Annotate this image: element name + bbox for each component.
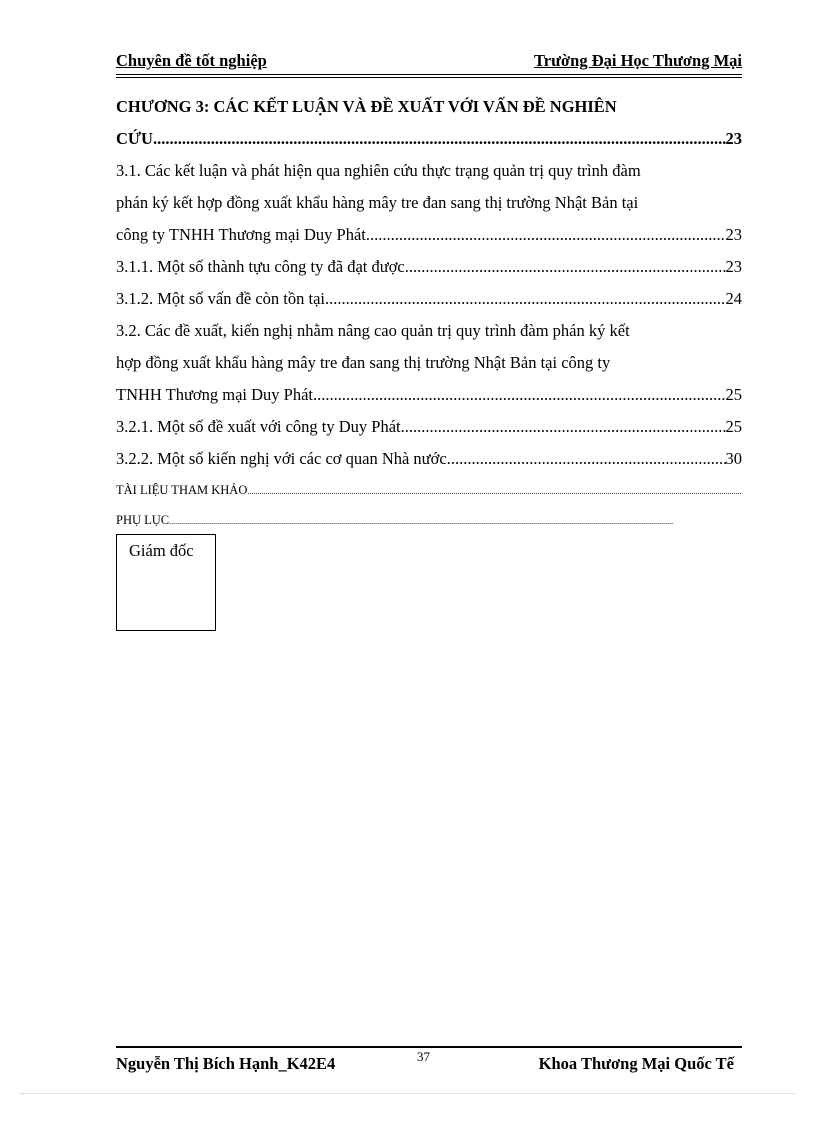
footer-faculty: Khoa Thương Mại Quốc Tế	[538, 1054, 734, 1073]
toc-entry-3-2-1[interactable]	[116, 411, 742, 443]
toc-page-number: 24	[725, 289, 742, 308]
toc-entry-text: 3.1.1. Một số thành tựu công ty đã đạt được.	[116, 257, 409, 276]
director-label: Giám đốc	[129, 541, 194, 560]
toc-page-number: 25	[725, 417, 742, 436]
toc-entry-3-2-2[interactable]	[116, 443, 742, 475]
toc-page-number: 23	[725, 225, 742, 244]
toc-leader	[317, 379, 725, 411]
header-right-title: Trường Đại Học Thương Mại	[534, 51, 742, 70]
header-left-title: Chuyên đề tốt nghiệp	[116, 51, 267, 70]
page-bottom-border	[20, 1093, 796, 1096]
toc-entry-3-2-line2	[116, 347, 742, 379]
toc-leader	[405, 411, 726, 443]
toc-entry-3-1-line2	[116, 187, 742, 219]
toc-entry-text: TNHH Thương mại Duy Phát.	[116, 385, 318, 404]
header-rule-bottom	[116, 77, 742, 78]
toc-leader	[409, 251, 726, 283]
toc-leader	[370, 219, 725, 251]
toc-leader	[247, 475, 742, 507]
toc-entry-appendix[interactable]	[116, 505, 742, 535]
header-rule-top	[116, 74, 742, 75]
toc-entry-3-1-2[interactable]	[116, 283, 742, 315]
toc-entry-text: 3.2.1. Một số đề xuất với công ty Duy Phát.	[116, 417, 405, 436]
toc-page-number: 23	[725, 257, 742, 276]
toc-entry-3-1-1[interactable]	[116, 251, 742, 283]
page-header	[116, 51, 742, 73]
toc-entry-text: 3.1. Các kết luận và phát hiện qua nghiên cứu thực trạng quản trị quy trình đàm	[116, 161, 641, 180]
toc-chapter-title-cont: CỨU	[116, 129, 153, 148]
director-box	[116, 534, 216, 631]
toc-page-number: 23	[725, 129, 742, 148]
toc-chapter-3-line1	[116, 91, 742, 123]
toc-chapter-title: CHƯƠNG 3: CÁC KẾT LUẬN VÀ ĐỀ XUẤT VỚI VẤN ĐỀ NGHIÊN	[116, 97, 617, 116]
footer-author: Nguyễn Thị Bích Hạnh_K42E4	[116, 1054, 336, 1073]
toc-leader	[169, 505, 742, 537]
toc-entry-3-1-line1	[116, 155, 742, 187]
toc-page-number: 25	[725, 385, 742, 404]
toc-leader	[153, 123, 726, 155]
footer-rule	[116, 1046, 742, 1048]
toc-entry-3-2-line1	[116, 315, 742, 347]
toc-entry-text: 3.2.2. Một số kiến nghị với các cơ quan Nhà nước.	[116, 449, 451, 468]
toc-entry-text: PHỤ LỤC	[116, 513, 170, 527]
toc-chapter-3-line2[interactable]	[116, 123, 742, 155]
toc-entry-text: phán ký kết hợp đồng xuất khẩu hàng mây tre đan sang thị trường Nhật Bản tại	[116, 193, 639, 212]
footer-page-number: 37	[417, 1049, 430, 1064]
page-footer	[116, 1049, 742, 1076]
toc-entry-text: 3.2. Các đề xuất, kiến nghị nhằm nâng cao quản trị quy trình đàm phán ký kết	[116, 321, 630, 340]
toc-entry-3-2-line3[interactable]	[116, 379, 742, 411]
toc-entry-3-1-line3[interactable]	[116, 219, 742, 251]
toc-entry-text: công ty TNHH Thương mại Duy Phát.	[116, 225, 371, 244]
toc-entry-text: TÀI LIỆU THAM KHẢO	[116, 483, 248, 497]
toc-entry-text: hợp đồng xuất khẩu hàng mây tre đan sang thị trường Nhật Bản tại công ty	[116, 353, 611, 372]
table-of-contents	[116, 91, 742, 535]
toc-entry-text: 3.1.2. Một số vấn đề còn tồn tại.	[116, 289, 330, 308]
toc-page-number: 30	[725, 449, 742, 468]
toc-entry-references[interactable]	[116, 475, 742, 505]
toc-leader	[329, 283, 725, 315]
toc-leader	[451, 443, 726, 475]
